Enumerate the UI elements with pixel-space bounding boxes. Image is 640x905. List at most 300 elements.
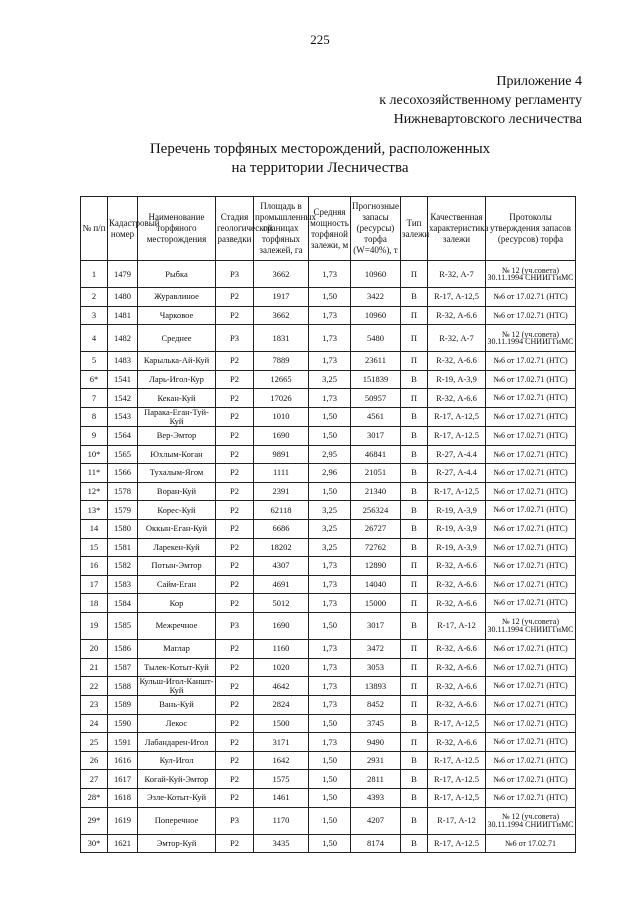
cell-deposit-name: Ларекен-Куй [138, 538, 216, 557]
cell-depth-m: 1,73 [309, 389, 351, 408]
cell-deposit-type: В [401, 519, 428, 538]
table-row [81, 389, 576, 408]
header-cadastral: Кадастровый номер [108, 197, 138, 261]
title-line-1: Перечень торфяных месторождений, расположенных [149, 141, 491, 157]
cell-reserves-t: 8174 [351, 834, 401, 853]
cell-depth-m: 1,50 [309, 407, 351, 426]
table-row [81, 807, 576, 834]
cell-quality: R-32, А-7 [428, 261, 486, 288]
cell-row-number: 28* [81, 789, 108, 808]
cell-approval-protocol: №6 от 17.02.71 (НТС) [486, 426, 576, 445]
cell-area-ha: 2391 [254, 482, 309, 501]
cell-exploration-stage: Р2 [216, 370, 254, 389]
cell-reserves-t: 2931 [351, 751, 401, 770]
table-row [81, 696, 576, 715]
cell-deposit-name: Парака-Еган-Туй-Куй [138, 407, 216, 426]
table-header-row [81, 197, 576, 261]
cell-deposit-type: П [401, 594, 428, 613]
cell-approval-protocol: №6 от 17.02.71 (НТС) [486, 370, 576, 389]
appendix-line-3: Нижневартовского лесничества [393, 112, 582, 127]
cell-deposit-name: Кульш-Игол-Каншт-Куй [139, 676, 214, 696]
cell-deposit-name: Сайм-Еган [138, 575, 216, 594]
cell-area-ha: 3662 [254, 306, 309, 325]
cell-reserves-t: 8452 [351, 696, 401, 715]
cell-area-ha: 3662 [254, 261, 309, 288]
header-protocol: Протоколы утверждения запасов (ресурсов) торфа [486, 197, 576, 261]
table-row [81, 426, 576, 445]
cell-cadastral-number: 1617 [108, 770, 138, 789]
cell-area-ha: 1690 [254, 426, 309, 445]
cell-approval-protocol: № 12 (уч.совета) 30.11.1994 СНИИГГиМС [486, 612, 576, 639]
cell-deposit-type: П [401, 557, 428, 576]
header-name: Наименование торфяного месторождения [138, 197, 216, 261]
cell-deposit-type: В [401, 538, 428, 557]
table-row [81, 501, 576, 520]
cell-cadastral-number: 1541 [108, 370, 138, 389]
cell-reserves-t: 4393 [351, 789, 401, 808]
cell-approval-protocol: №6 от 17.02.71 (НТС) [486, 733, 576, 752]
header-depth: Средняя мощность торфяной залежи, м [309, 197, 351, 261]
table-row [81, 538, 576, 557]
table-row [81, 464, 576, 483]
cell-area-ha: 1831 [254, 325, 309, 352]
cell-deposit-type: П [401, 325, 428, 352]
cell-reserves-t: 10960 [351, 261, 401, 288]
table-row [81, 770, 576, 789]
cell-area-ha: 4307 [254, 557, 309, 576]
cell-quality: R-17, А-12,5 [428, 407, 486, 426]
cell-reserves-t: 3745 [351, 714, 401, 733]
cell-area-ha: 4691 [254, 575, 309, 594]
cell-exploration-stage: Р2 [216, 696, 254, 715]
cell-cadastral-number: 1616 [108, 751, 138, 770]
cell-approval-protocol: №6 от 17.02.71 (НТС) [486, 389, 576, 408]
header-number: № п/п [81, 197, 108, 261]
cell-quality: R-17, А-12.5 [428, 770, 486, 789]
cell-cadastral-number: 1542 [108, 389, 138, 408]
table-row [81, 306, 576, 325]
cell-exploration-stage: Р2 [216, 288, 254, 307]
cell-exploration-stage: Р2 [216, 482, 254, 501]
cell-deposit-type: В [401, 288, 428, 307]
cell-row-number: 19 [81, 612, 108, 639]
table-row [81, 594, 576, 613]
cell-cadastral-number: 1586 [108, 639, 138, 658]
cell-area-ha: 1160 [254, 639, 309, 658]
header-area: Площадь в промышленных границах торфяных залежей, га [254, 197, 309, 261]
cell-approval-protocol: №6 от 17.02.71 (НТС) [486, 306, 576, 325]
cell-row-number: 27 [81, 770, 108, 789]
cell-exploration-stage: Р2 [216, 445, 254, 464]
cell-approval-protocol: № 12 (уч.совета) 30.11.1994 СНИИГГиМС [486, 261, 576, 288]
cell-exploration-stage: Р2 [216, 538, 254, 557]
cell-exploration-stage: Р2 [216, 751, 254, 770]
cell-row-number: 21 [81, 658, 108, 677]
cell-quality: R-17, А-12,5 [428, 714, 486, 733]
cell-cadastral-number: 1578 [108, 482, 138, 501]
cell-cadastral-number: 1589 [108, 696, 138, 715]
cell-deposit-name: Чарковое [138, 306, 216, 325]
cell-depth-m: 1,50 [309, 807, 351, 834]
cell-exploration-stage: Р2 [216, 306, 254, 325]
cell-quality: R-32, А-6.6 [428, 352, 486, 371]
header-stage: Стадия геологической разведки [216, 197, 254, 261]
cell-exploration-stage: Р2 [216, 575, 254, 594]
table-row [81, 714, 576, 733]
cell-depth-m: 3,25 [309, 538, 351, 557]
cell-quality: R-27, А-4.4 [428, 464, 486, 483]
cell-approval-protocol: №6 от 17.02.71 (НТС) [486, 482, 576, 501]
cell-quality: R-17, А-12.5 [428, 426, 486, 445]
cell-cadastral-number: 1481 [108, 306, 138, 325]
cell-cadastral-number: 1583 [108, 575, 138, 594]
table-row [81, 407, 576, 426]
cell-approval-protocol: №6 от 17.02.71 (НТС) [486, 288, 576, 307]
header-quality: Качественная характеристика залежи [428, 197, 486, 261]
cell-row-number: 7 [81, 389, 108, 408]
cell-area-ha: 1575 [254, 770, 309, 789]
cell-exploration-stage: Р2 [216, 389, 254, 408]
cell-row-number: 10* [81, 445, 108, 464]
page-number: 225 [310, 32, 330, 47]
cell-deposit-type: В [401, 445, 428, 464]
cell-cadastral-number: 1618 [108, 789, 138, 808]
cell-area-ha: 9891 [254, 445, 309, 464]
cell-depth-m: 3,25 [309, 370, 351, 389]
cell-quality: R-32, А-6.6 [428, 658, 486, 677]
cell-exploration-stage: Р2 [216, 407, 254, 426]
cell-deposit-name: Кекан-Куй [138, 389, 216, 408]
cell-reserves-t: 12890 [351, 557, 401, 576]
table-row [81, 789, 576, 808]
cell-depth-m: 1,50 [309, 288, 351, 307]
cell-area-ha: 5012 [254, 594, 309, 613]
cell-cadastral-number: 1483 [108, 352, 138, 371]
cell-quality: R-32, А-6.6 [428, 639, 486, 658]
cell-approval-protocol: №6 от 17.02.71 (НТС) [486, 677, 576, 696]
cell-deposit-type: П [401, 261, 428, 288]
cell-deposit-name: Рыбка [138, 261, 216, 288]
cell-deposit-type: П [401, 733, 428, 752]
cell-quality: R-17, А-12 [428, 807, 486, 834]
cell-area-ha: 12665 [254, 370, 309, 389]
cell-deposit-type: П [401, 306, 428, 325]
cell-deposit-name: Лабандарен-Игол [138, 733, 216, 752]
cell-deposit-type: П [401, 696, 428, 715]
cell-depth-m: 1,50 [309, 426, 351, 445]
cell-quality: R-32, А-6.6 [428, 696, 486, 715]
cell-cadastral-number: 1479 [108, 261, 138, 288]
cell-row-number: 15 [81, 538, 108, 557]
cell-row-number: 18 [81, 594, 108, 613]
cell-quality: R-32, А-6.6 [428, 306, 486, 325]
cell-depth-m: 1,73 [309, 557, 351, 576]
appendix-line-1: Приложение 4 [496, 74, 582, 89]
cell-deposit-name: Тухалым-Ягом [138, 464, 216, 483]
cell-quality: R-32, А-6.6 [428, 557, 486, 576]
cell-reserves-t: 3017 [351, 426, 401, 445]
cell-area-ha: 6686 [254, 519, 309, 538]
table-row [81, 834, 576, 853]
cell-exploration-stage: Р2 [216, 501, 254, 520]
cell-deposit-name: Вер-Эмтор [138, 426, 216, 445]
cell-deposit-type: В [401, 501, 428, 520]
cell-approval-protocol: №6 от 17.02.71 (НТС) [486, 751, 576, 770]
cell-area-ha: 1170 [254, 807, 309, 834]
cell-exploration-stage: Р3 [216, 807, 254, 834]
table-row [81, 557, 576, 576]
cell-area-ha: 62118 [254, 501, 309, 520]
cell-exploration-stage: Р2 [216, 557, 254, 576]
cell-row-number: 30* [81, 834, 108, 853]
cell-quality: R-32, А-6.6 [428, 677, 486, 696]
cell-cadastral-number: 1591 [108, 733, 138, 752]
table-row [81, 639, 576, 658]
table-row [81, 658, 576, 677]
cell-deposit-name: Оккын-Еган-Куй [138, 519, 216, 538]
cell-depth-m: 2,95 [309, 445, 351, 464]
cell-depth-m: 1,50 [309, 751, 351, 770]
cell-approval-protocol: №6 от 17.02.71 (НТС) [486, 575, 576, 594]
cell-reserves-t: 21340 [351, 482, 401, 501]
cell-reserves-t: 50957 [351, 389, 401, 408]
cell-reserves-t: 151839 [351, 370, 401, 389]
cell-deposit-name: Вань-Куй [138, 696, 216, 715]
cell-depth-m: 1,73 [309, 733, 351, 752]
cell-deposit-name: Маглар [138, 639, 216, 658]
cell-deposit-name: Среднее [138, 325, 216, 352]
cell-deposit-name: Журавлиное [138, 288, 216, 307]
cell-reserves-t: 13893 [351, 677, 401, 696]
cell-area-ha: 1010 [254, 407, 309, 426]
cell-cadastral-number: 1584 [108, 594, 138, 613]
cell-deposit-name: Юхлым-Коган [138, 445, 216, 464]
cell-reserves-t: 21051 [351, 464, 401, 483]
table-row [81, 612, 576, 639]
cell-area-ha: 1020 [254, 658, 309, 677]
cell-approval-protocol: №6 от 17.02.71 (НТС) [486, 789, 576, 808]
cell-area-ha: 1642 [254, 751, 309, 770]
cell-reserves-t: 26727 [351, 519, 401, 538]
cell-deposit-type: В [401, 612, 428, 639]
cell-reserves-t: 3472 [351, 639, 401, 658]
table-row [81, 445, 576, 464]
cell-exploration-stage: Р2 [216, 464, 254, 483]
table-row [81, 352, 576, 371]
cell-row-number: 14 [81, 519, 108, 538]
cell-exploration-stage: Р2 [216, 714, 254, 733]
cell-row-number: 29* [81, 807, 108, 834]
cell-deposit-name: Воран-Куй [138, 482, 216, 501]
cell-reserves-t: 2811 [351, 770, 401, 789]
cell-deposit-type: П [401, 389, 428, 408]
table-row [81, 677, 576, 696]
cell-deposit-type: В [401, 464, 428, 483]
cell-reserves-t: 4207 [351, 807, 401, 834]
cell-cadastral-number: 1565 [108, 445, 138, 464]
cell-quality: R-27, А-4.4 [428, 445, 486, 464]
cell-deposit-type: В [401, 714, 428, 733]
table-row [81, 733, 576, 752]
cell-area-ha: 4642 [254, 677, 309, 696]
cell-reserves-t: 9490 [351, 733, 401, 752]
cell-row-number: 25 [81, 733, 108, 752]
cell-quality: R-19, А-3,9 [428, 501, 486, 520]
cell-cadastral-number: 1579 [108, 501, 138, 520]
cell-exploration-stage: Р3 [216, 261, 254, 288]
cell-quality: R-17, А-12,5 [428, 288, 486, 307]
cell-deposit-type: П [401, 658, 428, 677]
cell-deposit-name: Тылек-Котыт-Куй [138, 658, 216, 677]
cell-deposit-type: В [401, 482, 428, 501]
cell-reserves-t: 10960 [351, 306, 401, 325]
cell-approval-protocol: №6 от 17.02.71 (НТС) [486, 639, 576, 658]
cell-cadastral-number: 1482 [108, 325, 138, 352]
cell-deposit-name: Поперечное [138, 807, 216, 834]
cell-deposit-type: В [401, 807, 428, 834]
cell-area-ha: 7889 [254, 352, 309, 371]
cell-depth-m: 1,50 [309, 770, 351, 789]
cell-deposit-name: Потын-Эмтор [138, 557, 216, 576]
cell-row-number: 20 [81, 639, 108, 658]
cell-exploration-stage: Р2 [216, 639, 254, 658]
cell-depth-m: 1,50 [309, 612, 351, 639]
cell-quality: R-17, А-12,5 [428, 482, 486, 501]
cell-deposit-name: Межречное [138, 612, 216, 639]
cell-reserves-t: 46841 [351, 445, 401, 464]
cell-deposit-name: Корес-Куй [138, 501, 216, 520]
cell-quality: R-32, А-6.6 [428, 594, 486, 613]
cell-deposit-type: В [401, 426, 428, 445]
cell-row-number: 12* [81, 482, 108, 501]
cell-reserves-t: 5480 [351, 325, 401, 352]
cell-approval-protocol: №6 от 17.02.71 (НТС) [486, 519, 576, 538]
cell-quality: R-19, А-3,9 [428, 519, 486, 538]
appendix-heading [379, 72, 582, 129]
header-type: Тип залежи [401, 197, 428, 261]
cell-exploration-stage: Р2 [216, 770, 254, 789]
cell-deposit-type: В [401, 370, 428, 389]
cell-row-number: 4 [81, 325, 108, 352]
cell-area-ha: 1917 [254, 288, 309, 307]
cell-exploration-stage: Р2 [216, 426, 254, 445]
cell-exploration-stage: Р3 [216, 612, 254, 639]
cell-row-number: 16 [81, 557, 108, 576]
cell-reserves-t: 3017 [351, 612, 401, 639]
cell-quality: R-17, А-12,5 [428, 789, 486, 808]
cell-cadastral-number: 1590 [108, 714, 138, 733]
cell-approval-protocol: №6 от 17.02.71 (НТС) [486, 594, 576, 613]
cell-exploration-stage: Р2 [216, 789, 254, 808]
appendix-line-2: к лесохозяйственному регламенту [379, 93, 582, 108]
cell-cadastral-number: 1588 [108, 677, 138, 696]
cell-deposit-name: Лекос [138, 714, 216, 733]
cell-depth-m: 1,50 [309, 789, 351, 808]
cell-cadastral-number: 1581 [108, 538, 138, 557]
table-row [81, 261, 576, 288]
cell-reserves-t: 14040 [351, 575, 401, 594]
cell-row-number: 22 [81, 677, 108, 696]
cell-reserves-t: 4561 [351, 407, 401, 426]
cell-exploration-stage: Р3 [216, 325, 254, 352]
cell-cadastral-number: 1582 [108, 557, 138, 576]
cell-deposit-type: П [401, 677, 428, 696]
cell-depth-m: 1,73 [309, 352, 351, 371]
cell-cadastral-number: 1566 [108, 464, 138, 483]
cell-reserves-t: 256324 [351, 501, 401, 520]
table-row [81, 482, 576, 501]
cell-cadastral-number: 1564 [108, 426, 138, 445]
cell-exploration-stage: Р2 [216, 352, 254, 371]
cell-area-ha: 1690 [254, 612, 309, 639]
cell-area-ha: 1461 [254, 789, 309, 808]
cell-cadastral-number: 1580 [108, 519, 138, 538]
cell-approval-protocol: №6 от 17.02.71 (НТС) [486, 714, 576, 733]
cell-row-number: 23 [81, 696, 108, 715]
cell-depth-m: 1,73 [309, 658, 351, 677]
cell-depth-m: 1,73 [309, 306, 351, 325]
table-row [81, 288, 576, 307]
cell-deposit-type: П [401, 575, 428, 594]
table-body [81, 261, 576, 853]
cell-quality: R-19, А-3,9 [428, 370, 486, 389]
cell-depth-m: 1,73 [309, 696, 351, 715]
cell-approval-protocol: №6 от 17.02.71 (НТС) [486, 352, 576, 371]
cell-approval-protocol: №6 от 17.02.71 (НТС) [486, 770, 576, 789]
cell-cadastral-number: 1587 [108, 658, 138, 677]
cell-quality: R-17, А-12.5 [428, 834, 486, 853]
cell-cadastral-number: 1480 [108, 288, 138, 307]
table-row [81, 751, 576, 770]
cell-depth-m: 3,25 [309, 519, 351, 538]
cell-deposit-type: В [401, 770, 428, 789]
cell-approval-protocol: №6 от 17.02.71 (НТС) [486, 407, 576, 426]
cell-depth-m: 3,25 [309, 501, 351, 520]
cell-approval-protocol: № 12 (уч.совета) 30.11.1994 СНИИГГиМС [486, 807, 576, 834]
cell-quality: R-32, А-6.6 [428, 733, 486, 752]
cell-reserves-t: 3422 [351, 288, 401, 307]
cell-row-number: 1 [81, 261, 108, 288]
title-line-2: на территории Лесничества [231, 160, 409, 176]
cell-deposit-name: Карылька-Ай-Куй [138, 352, 216, 371]
table-row [81, 370, 576, 389]
cell-depth-m: 1,73 [309, 639, 351, 658]
cell-deposit-name: Кор [138, 594, 216, 613]
cell-deposit-type: В [401, 789, 428, 808]
cell-approval-protocol: №6 от 17.02.71 [486, 834, 576, 853]
cell-reserves-t: 72762 [351, 538, 401, 557]
cell-exploration-stage: Р2 [216, 658, 254, 677]
cell-depth-m: 1,73 [309, 575, 351, 594]
cell-approval-protocol: № 12 (уч.совета) 30.11.1994 СНИИГГиМС [486, 325, 576, 352]
cell-quality: R-17, А-12.5 [428, 751, 486, 770]
cell-depth-m: 1,50 [309, 834, 351, 853]
cell-approval-protocol: №6 от 17.02.71 (НТС) [486, 501, 576, 520]
cell-approval-protocol: №6 от 17.02.71 (НТС) [486, 538, 576, 557]
cell-reserves-t: 15000 [351, 594, 401, 613]
cell-deposit-name: Эмтор-Куй [138, 834, 216, 853]
cell-deposit-type: П [401, 639, 428, 658]
cell-row-number: 8 [81, 407, 108, 426]
cell-depth-m: 1,73 [309, 677, 351, 696]
cell-approval-protocol: №6 от 17.02.71 (НТС) [486, 445, 576, 464]
cell-exploration-stage: Р2 [216, 594, 254, 613]
cell-cadastral-number: 1619 [108, 807, 138, 834]
cell-depth-m: 2,96 [309, 464, 351, 483]
cell-exploration-stage: Р2 [216, 834, 254, 853]
cell-depth-m: 1,50 [309, 482, 351, 501]
cell-exploration-stage: Р2 [216, 519, 254, 538]
